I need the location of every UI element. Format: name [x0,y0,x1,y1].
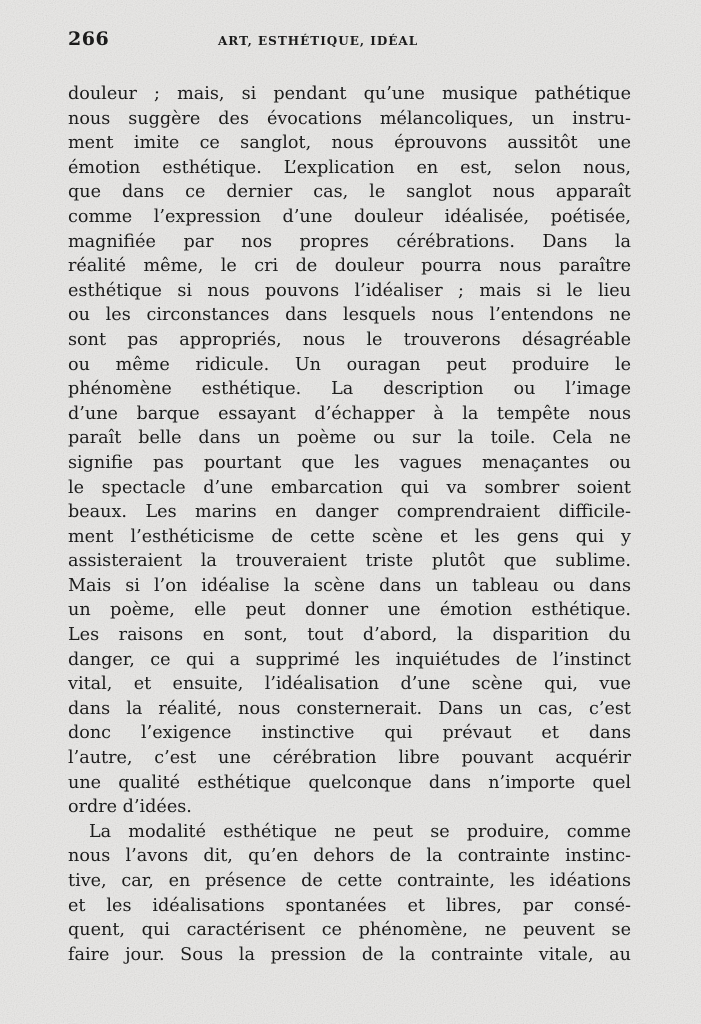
text-line: et les idéalisations spontanées et libres, par consé- [68,895,631,916]
text-line: dans la réalité, nous consternerait. Dans un cas, c’est [68,698,631,719]
text-line: l’autre, c’est une cérébration libre pouvant acquérir [68,748,631,769]
text-line: quent, qui caractérisent ce phénomène, ne peuvent se [68,920,631,941]
text-line: le spectacle d’une embarcation qui va sombrer soient [68,477,631,498]
text-line: douleur ; mais, si pendant qu’une musique pathétique [68,84,631,104]
text-line: esthétique si nous pouvons l’idéaliser ; mais si le lieu [68,280,631,301]
text-line: réalité même, le cri de douleur pourra nous paraître [68,256,631,277]
text-line: nous suggère des évocations mélancoliques, un instru- [68,108,631,129]
text-line: tive, car, en présence de cette contrainte, les idéations [68,871,631,891]
text-line: Les raisons en sont, tout d’abord, la disparition du [68,625,631,646]
text-line: une qualité esthétique quelconque dans n’importe quel [68,772,631,793]
text-line: que dans ce dernier cas, le sanglot nous apparaît [68,182,631,203]
text-line: sont pas appropriés, nous le trouverons désagréable [68,329,631,350]
text-line: Mais si l’on idéalise la scène dans un tableau ou dans [68,575,631,596]
text-line: ordre d’idées. [68,797,192,818]
text-line: donc l’exigence instinctive qui prévaut et dans [68,723,631,744]
text-line: d’une barque essayant d’échapper à la tempête nous [68,403,631,424]
page-number: 266 [68,28,110,50]
text-line: un poème, elle peut donner une émotion esthétique. [68,600,631,621]
text-line: phénomène esthétique. La description ou l’image [68,379,631,400]
text-line: magnifiée par nos propres cérébrations. Dans la [68,231,631,252]
text-line: ment l’esthéticisme de cette scène et les gens qui y [68,526,631,547]
text-line: ou même ridicule. Un ouragan peut produire le [68,354,631,375]
text-line: émotion esthétique. L’explication en est, selon nous, [68,157,631,178]
body-text [68,82,631,967]
text-line: comme l’expression d’une douleur idéalisée, poétisée, [68,206,631,227]
text-line: beaux. Les marins en danger comprendraient difficile- [68,502,631,523]
text-line: faire jour. Sous la pression de la contrainte vitale, au [68,944,631,965]
text-line: danger, ce qui a supprimé les inquiétudes de l’instinct [68,649,631,670]
text-line: La modalité esthétique ne peut se produire, comme [89,821,631,842]
text-line: vital, et ensuite, l’idéalisation d’une scène qui, vue [68,674,631,695]
text-line: signifie pas pourtant que les vagues menaçantes ou [68,452,631,473]
text-line: ment imite ce sanglot, nous éprouvons aussitôt une [68,133,631,154]
text-line: ou les circonstances dans lesquels nous l’entendons ne [68,305,631,326]
page-header [68,28,631,56]
running-title: ART, ESTHÉTIQUE, IDÉAL [218,34,419,48]
text-line: assisteraient la trouveraient triste plutôt que sublime. [68,551,631,572]
text-line: paraît belle dans un poème ou sur la toile. Cela ne [68,428,631,449]
text-line: nous l’avons dit, qu’en dehors de la contrainte instinc- [68,846,631,867]
